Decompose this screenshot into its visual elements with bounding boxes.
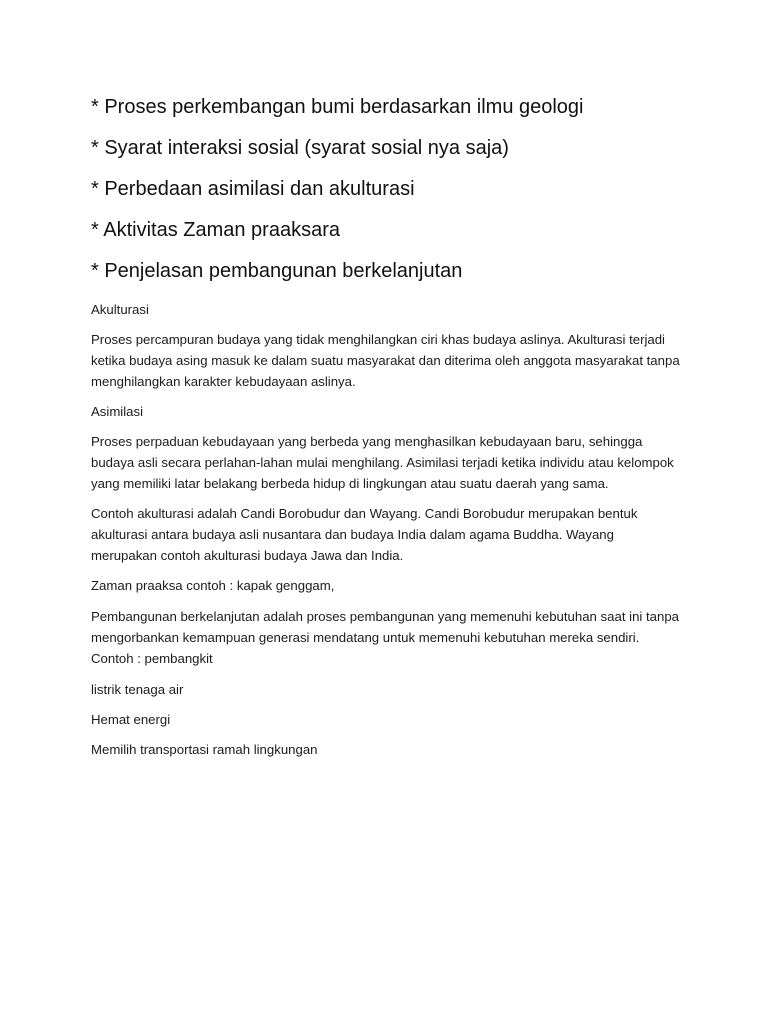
paragraph-contoh-akulturasi: Contoh akulturasi adalah Candi Borobudur dan Wayang. Candi Borobudur merupakan bentuk akulturasi antara budaya asli nusantara dan budaya India dalam agama Buddha. Wayang merupakan contoh akulturasi budaya Jawa dan India. <box>91 506 638 563</box>
topic-list <box>91 93 681 285</box>
topic-item-zaman-praaksara: * Aktivitas Zaman praaksara <box>91 219 340 241</box>
paragraph-listrik-tenaga-air: listrik tenaga air <box>91 682 184 697</box>
paragraph-pembangunan-berkelanjutan: Pembangunan berkelanjutan adalah proses pembangunan yang memenuhi kebutuhan saat ini tanpa mengorbankan kemampuan generasi mendatang untuk memenuhi kebutuhan mereka sendiri. Contoh : pembangkit <box>91 609 680 666</box>
paragraph-transportasi: Memilih transportasi ramah lingkungan <box>91 742 318 757</box>
section-label-akulturasi: Akulturasi <box>91 302 149 317</box>
paragraph-zaman-praaksara: Zaman praaksa contoh : kapak genggam, <box>91 578 335 593</box>
topic-item-asimilasi-akulturasi: * Perbedaan asimilasi dan akulturasi <box>91 178 415 200</box>
topic-item-pembangunan: * Penjelasan pembangunan berkelanjutan <box>91 260 463 282</box>
section-label-asimilasi: Asimilasi <box>91 404 144 419</box>
topic-item-geologi: * Proses perkembangan bumi berdasarkan ilmu geologi <box>91 96 584 118</box>
topic-item-interaksi-sosial: * Syarat interaksi sosial (syarat sosial nya saja) <box>91 137 509 159</box>
paragraph-hemat-energi: Hemat energi <box>91 712 171 727</box>
paragraph-akulturasi-definition: Proses percampuran budaya yang tidak menghilangkan ciri khas budaya aslinya. Akulturasi terjadi ketika budaya asing masuk ke dalam suatu masyarakat dan diterima oleh anggota masyarakat tanpa menghilangkan karakter kebudayaan aslinya. <box>91 332 680 389</box>
document-body <box>91 93 681 769</box>
paragraph-asimilasi-definition: Proses perpaduan kebudayaan yang berbeda yang menghasilkan kebudayaan baru, sehingga budaya asli secara perlahan-lahan mulai menghilang. Asimilasi terjadi ketika individu atau kelompok yang memiliki latar belakang berbeda hidup di lingkungan atau suatu daerah yang sama. <box>91 434 674 491</box>
